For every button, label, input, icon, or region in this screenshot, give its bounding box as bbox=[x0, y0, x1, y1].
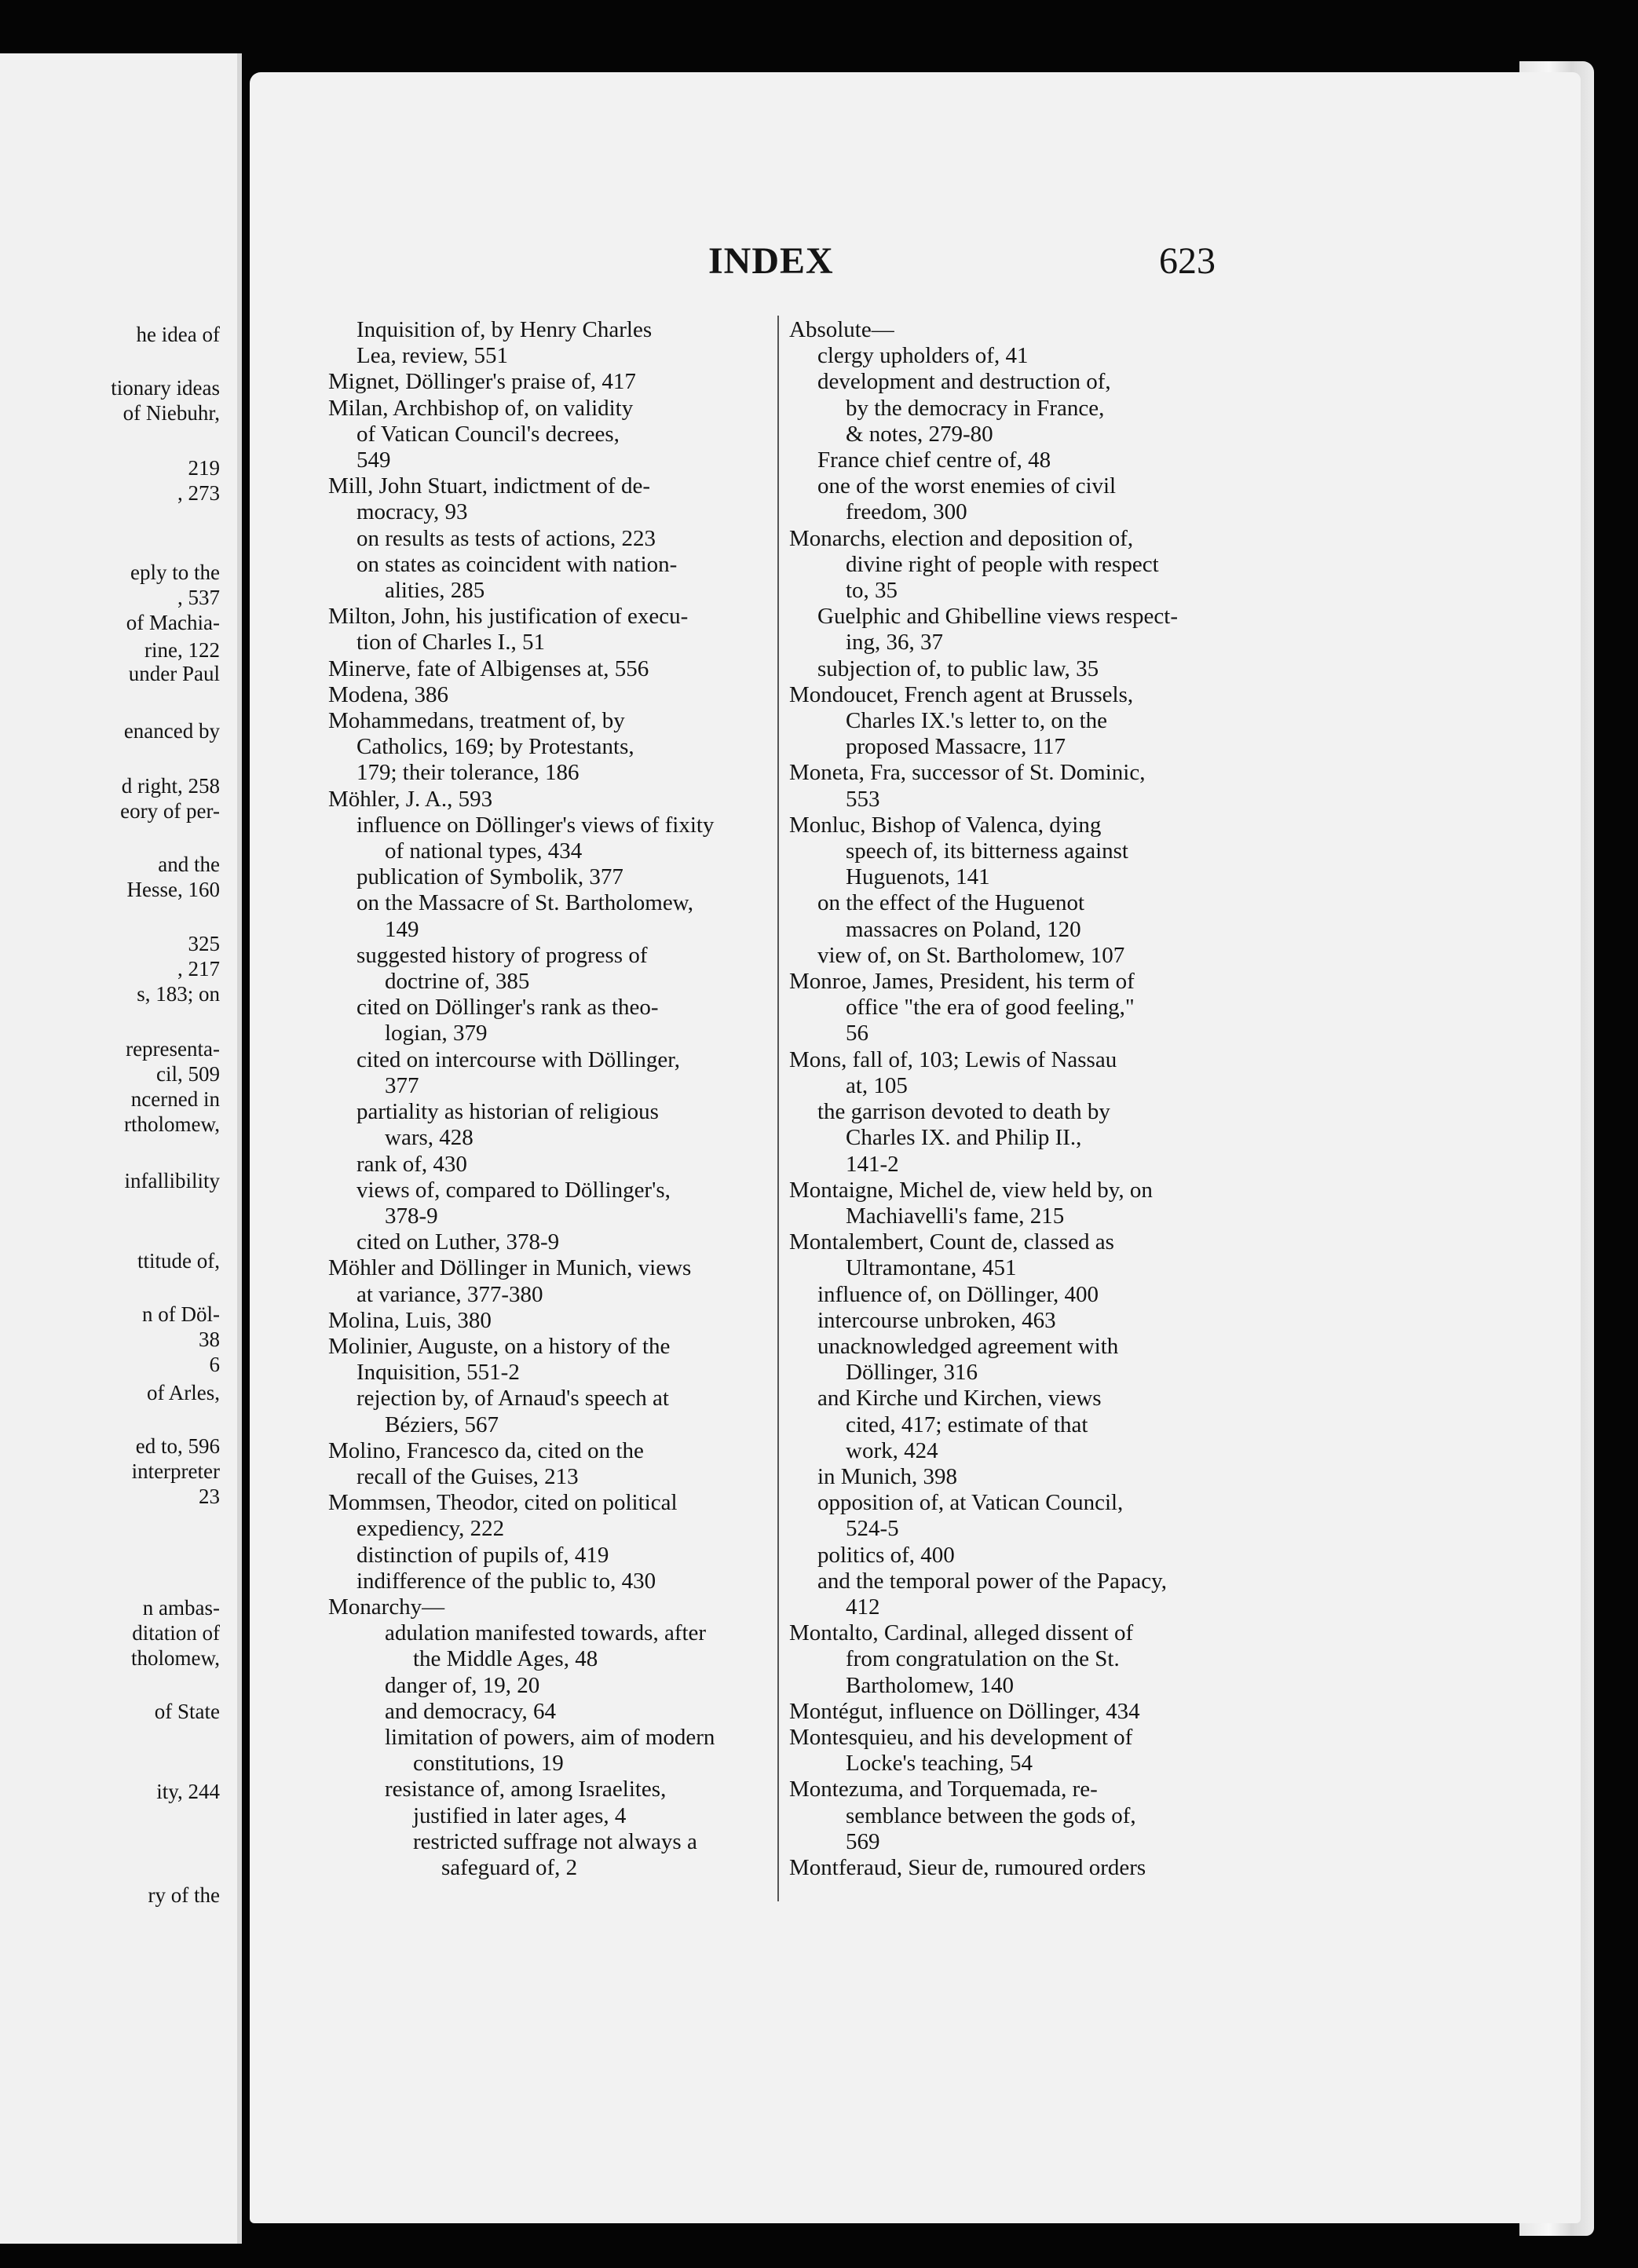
index-entry: proposed Massacre, 117 bbox=[846, 734, 1066, 760]
index-entry: development and destruction of, bbox=[817, 369, 1111, 395]
index-entry: speech of, its bitterness against bbox=[846, 838, 1128, 864]
facing-page-text: eply to the bbox=[130, 561, 220, 584]
index-entry: Möhler and Döllinger in Munich, views bbox=[328, 1255, 692, 1281]
index-entry: resistance of, among Israelites, bbox=[385, 1777, 667, 1802]
index-entry: expediency, 222 bbox=[356, 1516, 505, 1542]
index-entry: view of, on St. Bartholomew, 107 bbox=[817, 942, 1125, 968]
index-entry: recall of the Guises, 213 bbox=[356, 1463, 579, 1489]
index-entry: Inquisition of, by Henry Charles bbox=[356, 317, 653, 342]
index-entry: Montalembert, Count de, classed as bbox=[789, 1229, 1114, 1255]
index-entry: Moneta, Fra, successor of St. Dominic, bbox=[789, 760, 1146, 786]
index-entry: rank of, 430 bbox=[356, 1151, 467, 1177]
index-column-right bbox=[789, 317, 1235, 1881]
index-column-left bbox=[328, 317, 777, 1881]
index-entry: at variance, 377-380 bbox=[356, 1281, 543, 1307]
index-entry: Mill, John Stuart, indictment of de- bbox=[328, 473, 650, 499]
facing-page-text: s, 183; on bbox=[137, 982, 220, 1006]
index-entry: Mohammedans, treatment of, by bbox=[328, 708, 625, 734]
index-entry: the garrison devoted to death by bbox=[817, 1099, 1110, 1125]
index-entry: Béziers, 567 bbox=[385, 1412, 499, 1437]
facing-page-text: d right, 258 bbox=[121, 774, 220, 798]
index-entry: of Vatican Council's decrees, bbox=[356, 421, 620, 447]
index-entry: on results as tests of actions, 223 bbox=[356, 525, 656, 551]
facing-page-text: under Paul bbox=[128, 662, 220, 685]
facing-page-text: n of Döl- bbox=[142, 1302, 220, 1326]
facing-page-text: of Arles, bbox=[147, 1381, 220, 1404]
index-entry: Catholics, 169; by Protestants, bbox=[356, 734, 634, 760]
index-entry: tion of Charles I., 51 bbox=[356, 630, 546, 656]
page-title: INDEX bbox=[708, 240, 834, 282]
index-entry: rejection by, of Arnaud's speech at bbox=[356, 1386, 669, 1412]
index-entry: Mondoucet, French agent at Brussels, bbox=[789, 681, 1134, 707]
index-entry: Molino, Francesco da, cited on the bbox=[328, 1437, 644, 1463]
index-entry: wars, 428 bbox=[385, 1125, 473, 1151]
index-entry: Monroe, James, President, his term of bbox=[789, 969, 1135, 995]
facing-page-text: n ambas- bbox=[142, 1596, 220, 1620]
facing-page-text: infallibility bbox=[124, 1169, 220, 1192]
index-entry: work, 424 bbox=[846, 1437, 938, 1463]
index-entry: Montesquieu, and his development of bbox=[789, 1724, 1133, 1750]
index-entry: influence of, on Döllinger, 400 bbox=[817, 1281, 1099, 1307]
index-entry: one of the worst enemies of civil bbox=[817, 473, 1117, 499]
index-entry: by the democracy in France, bbox=[846, 395, 1105, 421]
index-entry: Montégut, influence on Döllinger, 434 bbox=[789, 1698, 1140, 1724]
index-entry: indifference of the public to, 430 bbox=[356, 1568, 656, 1594]
facing-page-text: , 273 bbox=[177, 481, 220, 505]
facing-page-text: , 217 bbox=[177, 957, 220, 981]
index-entry: limitation of powers, aim of modern bbox=[385, 1724, 715, 1750]
index-entry: Montezuma, and Torquemada, re- bbox=[789, 1777, 1098, 1802]
index-entry: publication of Symbolik, 377 bbox=[356, 864, 623, 890]
index-entry: on the Massacre of St. Bartholomew, bbox=[356, 890, 693, 916]
index-entry: on states as coincident with nation- bbox=[356, 551, 678, 577]
index-entry: Modena, 386 bbox=[328, 681, 449, 707]
index-entry: ing, 36, 37 bbox=[846, 630, 944, 656]
index-entry: Mommsen, Theodor, cited on political bbox=[328, 1490, 678, 1516]
index-entry: cited, 417; estimate of that bbox=[846, 1412, 1088, 1437]
index-entry: cited on Döllinger's rank as theo- bbox=[356, 995, 659, 1021]
facing-page-text: ity, 244 bbox=[156, 1780, 220, 1803]
index-entry: Guelphic and Ghibelline views respect- bbox=[817, 604, 1179, 630]
index-entry: adulation manifested towards, after bbox=[385, 1620, 707, 1646]
facing-page-text: 6 bbox=[209, 1353, 220, 1376]
index-entry: from congratulation on the St. bbox=[846, 1646, 1120, 1672]
facing-page-text: of State bbox=[154, 1700, 220, 1723]
index-entry: 377 bbox=[385, 1072, 419, 1098]
index-entry: to, 35 bbox=[846, 578, 898, 604]
index-entry: partiality as historian of religious bbox=[356, 1099, 659, 1125]
index-entry: Milton, John, his justification of execu- bbox=[328, 604, 689, 630]
index-entry: intercourse unbroken, 463 bbox=[817, 1307, 1056, 1333]
index-entry: opposition of, at Vatican Council, bbox=[817, 1490, 1124, 1516]
index-entry: office "the era of good feeling," bbox=[846, 995, 1135, 1021]
facing-page-text: tholomew, bbox=[131, 1646, 220, 1670]
index-entry: Bartholomew, 140 bbox=[846, 1672, 1014, 1698]
index-entry: influence on Döllinger's views of fixity bbox=[356, 812, 715, 838]
index-entry: semblance between the gods of, bbox=[846, 1802, 1136, 1828]
index-entry: 56 bbox=[846, 1021, 868, 1046]
index-entry: justified in later ages, 4 bbox=[413, 1802, 627, 1828]
facing-page-text: ed to, 596 bbox=[135, 1434, 220, 1458]
index-entry: & notes, 279-80 bbox=[846, 421, 993, 447]
index-entry: Milan, Archbishop of, on validity bbox=[328, 395, 634, 421]
facing-page-text: of Niebuhr, bbox=[122, 401, 220, 425]
index-entry: safeguard of, 2 bbox=[441, 1854, 578, 1880]
index-entry: Möhler, J. A., 593 bbox=[328, 786, 493, 812]
index-entry: 569 bbox=[846, 1828, 880, 1854]
facing-page-text: 325 bbox=[188, 932, 220, 955]
facing-page-text: ncerned in bbox=[130, 1087, 220, 1111]
index-entry: 524-5 bbox=[846, 1516, 899, 1542]
index-entry: the Middle Ages, 48 bbox=[413, 1646, 598, 1672]
index-entry: Montferaud, Sieur de, rumoured orders bbox=[789, 1854, 1146, 1880]
index-entry: massacres on Poland, 120 bbox=[846, 916, 1081, 942]
facing-page-text: he idea of bbox=[136, 323, 220, 346]
index-entry: subjection of, to public law, 35 bbox=[817, 656, 1099, 681]
facing-page-text: ditation of bbox=[132, 1621, 220, 1645]
index-entry: cited on Luther, 378-9 bbox=[356, 1229, 560, 1255]
index-entry: Döllinger, 316 bbox=[846, 1360, 978, 1386]
index-entry: Molinier, Auguste, on a history of the bbox=[328, 1333, 671, 1359]
index-entry: 149 bbox=[385, 916, 419, 942]
column-divider bbox=[777, 316, 779, 1901]
page-number: 623 bbox=[1159, 240, 1216, 282]
index-entry: France chief centre of, 48 bbox=[817, 447, 1051, 473]
facing-page-text: and the bbox=[158, 853, 220, 876]
index-entry: at, 105 bbox=[846, 1072, 908, 1098]
index-entry: Molina, Luis, 380 bbox=[328, 1307, 492, 1333]
index-entry: Lea, review, 551 bbox=[356, 343, 508, 369]
facing-page-text: rine, 122 bbox=[144, 638, 220, 662]
index-entry: views of, compared to Döllinger's, bbox=[356, 1177, 671, 1203]
facing-page-text: eory of per- bbox=[120, 799, 220, 823]
index-entry: Monarchy— bbox=[328, 1594, 445, 1620]
index-entry: divine right of people with respect bbox=[846, 551, 1159, 577]
index-entry: danger of, 19, 20 bbox=[385, 1672, 540, 1698]
index-entry: distinction of pupils of, 419 bbox=[356, 1542, 609, 1568]
index-entry: Monarchs, election and deposition of, bbox=[789, 525, 1134, 551]
index-entry: freedom, 300 bbox=[846, 499, 967, 525]
index-entry: on the effect of the Huguenot bbox=[817, 890, 1085, 916]
index-entry: 179; their tolerance, 186 bbox=[356, 760, 580, 786]
index-entry: Locke's teaching, 54 bbox=[846, 1751, 1033, 1777]
index-entry: Absolute— bbox=[789, 317, 894, 342]
index-entry: constitutions, 19 bbox=[413, 1751, 564, 1777]
facing-page-text: , 537 bbox=[177, 586, 220, 609]
index-entry: and democracy, 64 bbox=[385, 1698, 556, 1724]
index-entry: doctrine of, 385 bbox=[385, 969, 530, 995]
index-entry: Machiavelli's fame, 215 bbox=[846, 1203, 1065, 1229]
index-entry: clergy upholders of, 41 bbox=[817, 343, 1029, 369]
index-entry: mocracy, 93 bbox=[356, 499, 468, 525]
facing-page-text: enanced by bbox=[123, 719, 220, 743]
index-entry: in Munich, 398 bbox=[817, 1463, 958, 1489]
index-entry: cited on intercourse with Döllinger, bbox=[356, 1046, 680, 1072]
index-entry: Charles IX.'s letter to, on the bbox=[846, 708, 1108, 734]
index-entry: alities, 285 bbox=[385, 578, 485, 604]
index-entry: and the temporal power of the Papacy, bbox=[817, 1568, 1168, 1594]
index-entry: unacknowledged agreement with bbox=[817, 1333, 1119, 1359]
facing-page-text: 219 bbox=[188, 456, 220, 480]
index-entry: 141-2 bbox=[846, 1151, 899, 1177]
index-entry: Charles IX. and Philip II., bbox=[846, 1125, 1082, 1151]
index-entry: Mons, fall of, 103; Lewis of Nassau bbox=[789, 1046, 1117, 1072]
index-entry: Monluc, Bishop of Valenca, dying bbox=[789, 812, 1102, 838]
index-entry: Minerve, fate of Albigenses at, 556 bbox=[328, 656, 649, 681]
facing-page-text: 38 bbox=[199, 1328, 220, 1351]
facing-page-text: ttitude of, bbox=[137, 1249, 220, 1273]
facing-page-text: ry of the bbox=[148, 1883, 220, 1907]
index-entry: suggested history of progress of bbox=[356, 942, 648, 968]
index-entry: and Kirche und Kirchen, views bbox=[817, 1386, 1102, 1412]
index-entry: restricted suffrage not always a bbox=[413, 1828, 697, 1854]
index-entry: Inquisition, 551-2 bbox=[356, 1360, 520, 1386]
index-entry: Montalto, Cardinal, alleged dissent of bbox=[789, 1620, 1134, 1646]
index-entry: 412 bbox=[846, 1594, 880, 1620]
facing-page-text: 23 bbox=[199, 1485, 220, 1508]
index-entry: Ultramontane, 451 bbox=[846, 1255, 1017, 1281]
index-entry: 549 bbox=[356, 447, 391, 473]
facing-page-text: interpreter bbox=[131, 1459, 220, 1483]
facing-page-text: of Machia- bbox=[126, 611, 220, 634]
index-entry: Montaigne, Michel de, view held by, on bbox=[789, 1177, 1153, 1203]
facing-page-text: rtholomew, bbox=[124, 1112, 220, 1136]
index-entry: 553 bbox=[846, 786, 880, 812]
facing-page-fragment bbox=[0, 53, 242, 2244]
index-entry: 378-9 bbox=[385, 1203, 438, 1229]
facing-page-text: representa- bbox=[126, 1037, 220, 1061]
index-entry: of national types, 434 bbox=[385, 838, 583, 864]
index-entry: politics of, 400 bbox=[817, 1542, 955, 1568]
index-entry: Huguenots, 141 bbox=[846, 864, 990, 890]
facing-page-text: Hesse, 160 bbox=[126, 878, 220, 901]
facing-page-text: cil, 509 bbox=[156, 1062, 220, 1086]
index-entry: logian, 379 bbox=[385, 1021, 488, 1046]
index-entry: Mignet, Döllinger's praise of, 417 bbox=[328, 369, 636, 395]
facing-page-text: tionary ideas bbox=[111, 376, 220, 400]
